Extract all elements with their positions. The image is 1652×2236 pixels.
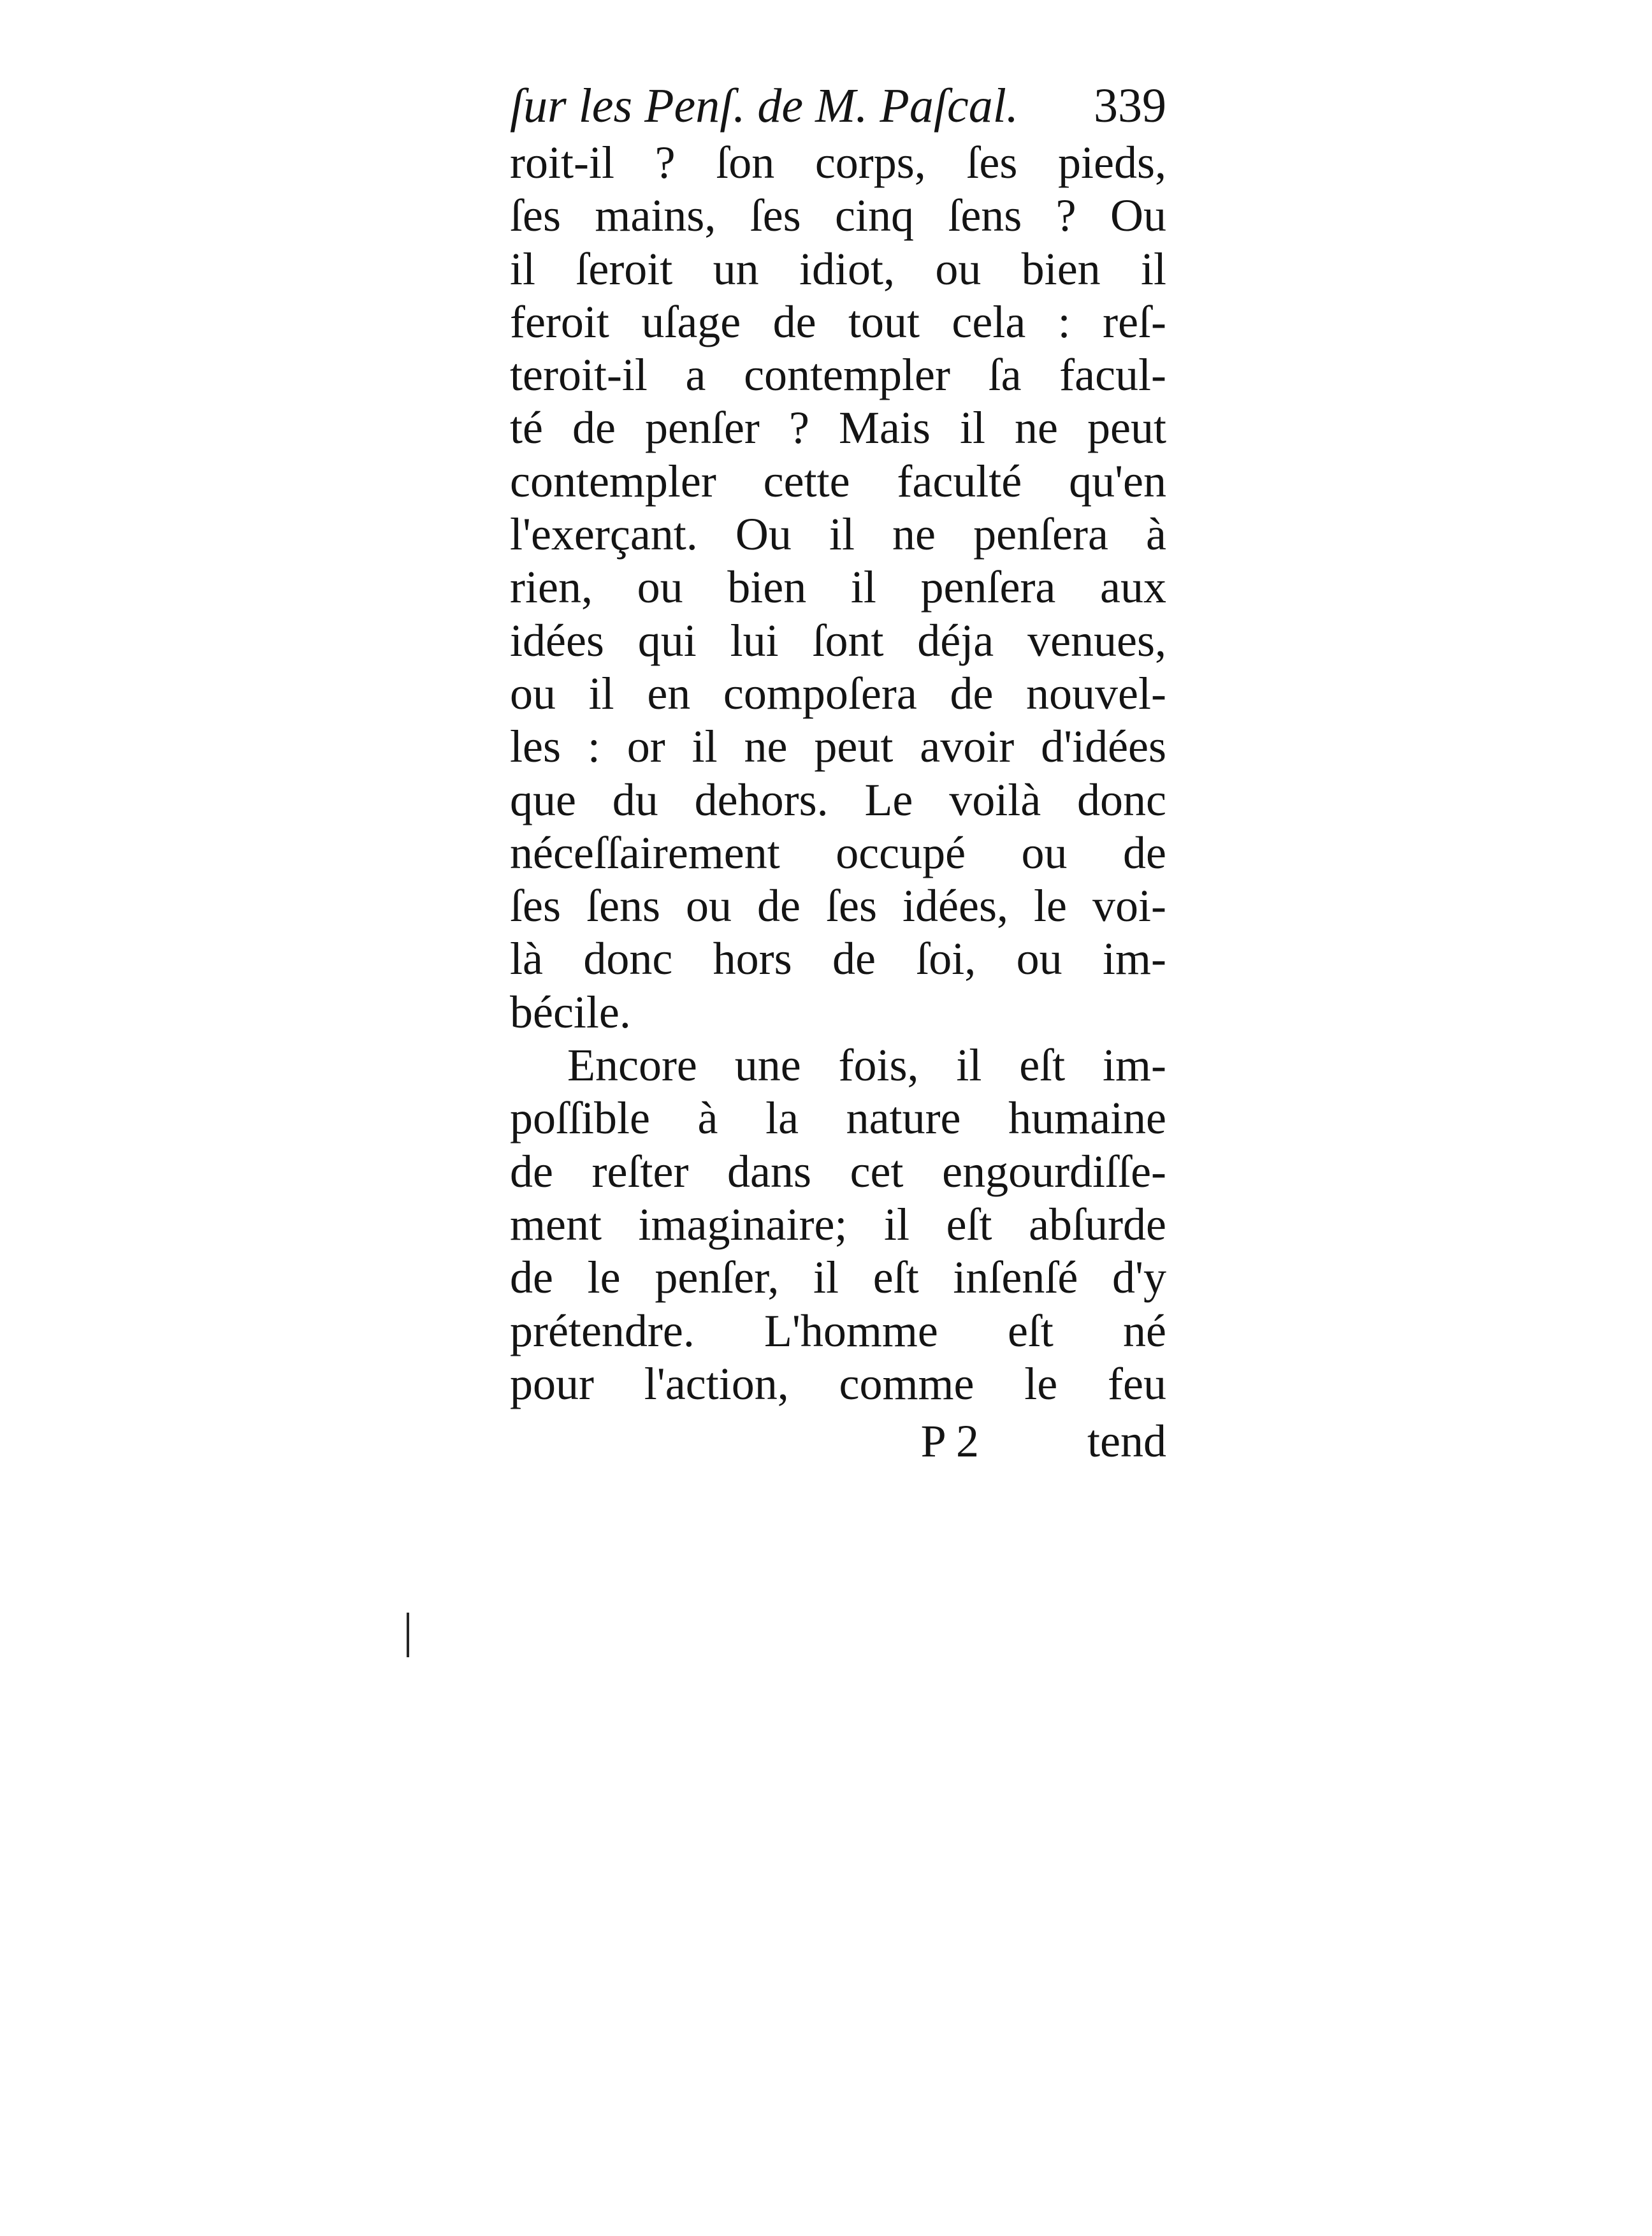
text-line: ſes mains, ſes cinq ſens ? Ou — [510, 190, 1166, 242]
body-text — [510, 136, 1166, 1411]
running-head — [510, 75, 1166, 136]
text-block — [510, 75, 1166, 1472]
catchword: tend — [1087, 1416, 1166, 1467]
text-line: néceſſairement occupé ou de — [510, 827, 1166, 878]
text-line: roit-il ? ſon corps, ſes pieds, — [510, 137, 1166, 188]
text-line: de reſter dans cet engourdiſſe- — [510, 1145, 1166, 1197]
text-line: que du dehors. Le voilà donc — [510, 774, 1166, 825]
text-line: feroit uſage de tout cela : reſ- — [510, 296, 1166, 347]
text-line: de le penſer, il eſt inſenſé d'y — [510, 1252, 1166, 1303]
text-line: les : or il ne peut avoir d'idées — [510, 721, 1166, 773]
text-line: prétendre. L'homme eſt né — [510, 1305, 1166, 1356]
page-number: 339 — [1094, 79, 1166, 133]
text-line: té de penſer ? Mais il ne peut — [510, 402, 1166, 454]
text-line: ment imaginaire; il eſt abſurde — [510, 1198, 1166, 1250]
text-line: contempler cette faculté qu'en — [510, 455, 1166, 507]
running-head-title: ſur les Penſ. de M. Paſcal. — [510, 79, 1018, 133]
text-line: là donc hors de ſoi, ou im- — [510, 933, 1166, 985]
text-line: idées qui lui ſont déja venues, — [510, 614, 1166, 666]
text-line: pour l'action, comme le feu — [510, 1358, 1166, 1409]
margin-mark — [407, 1613, 409, 1657]
paragraph — [510, 1039, 1166, 1411]
text-line: il ſeroit un idiot, ou bien il — [510, 243, 1166, 294]
text-line: bécile. — [510, 986, 631, 1038]
text-line: ſes ſens ou de ſes idées, le voi- — [510, 880, 1166, 932]
paragraph — [510, 136, 1166, 1039]
text-line: ou il en compoſera de nouvel- — [510, 667, 1166, 719]
text-line: poſſible à la nature humaine — [510, 1093, 1166, 1144]
text-line: Encore une fois, il eſt im- — [567, 1040, 1166, 1091]
text-line: teroit-il a contempler ſa facul- — [510, 349, 1166, 401]
signature-mark: P 2 — [920, 1416, 980, 1467]
text-line: l'exerçant. Ou il ne penſera à — [510, 509, 1166, 560]
text-line: rien, ou bien il penſera aux — [510, 562, 1166, 613]
page-footer — [510, 1411, 1166, 1472]
